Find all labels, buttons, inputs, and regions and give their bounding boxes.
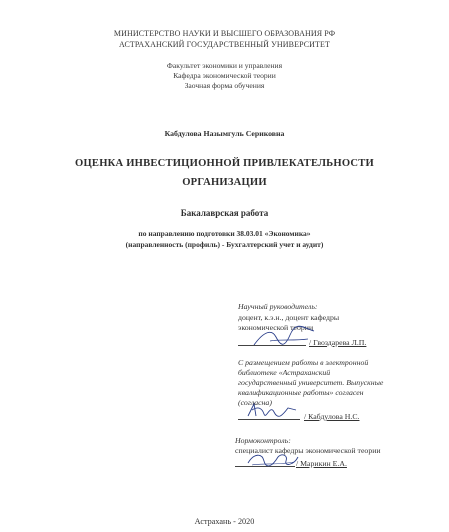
consent-line-3: государственный университет. Выпускные: [238, 378, 384, 387]
direction-line-2: (направленность (профиль) - Бухгалтерский учет и аудит): [125, 240, 324, 249]
department-line: Кафедра экономической теории: [173, 71, 276, 80]
supervisor-position-1: доцент, к.э.н., доцент кафедры: [238, 313, 340, 322]
study-form-line: Заочная форма обучения: [184, 81, 265, 90]
normcontrol-heading: Нормоконтроль:: [235, 436, 291, 445]
supervisor-heading: Научный руководитель:: [238, 302, 318, 311]
supervisor-position-2: экономической теории: [238, 323, 314, 332]
consent-line-5: (согласна): [238, 398, 272, 407]
supervisor-name: / Гвоздарева Л.П.: [309, 338, 367, 347]
author-signature: [244, 398, 304, 422]
normcontrol-name: / Марикин Е.А.: [296, 459, 347, 468]
author-name: Кабдулова Назымгуль Сериковна: [164, 129, 285, 138]
thesis-title-line-2: ОРГАНИЗАЦИИ: [182, 177, 267, 188]
normcontrol-position: специалист кафедры экономической теории: [235, 446, 381, 455]
consent-line-1: С размещением работы в электронной: [238, 358, 369, 367]
consent-name: / Кабдулова Н.С.: [304, 412, 360, 421]
faculty-line: Факультет экономики и управления: [166, 61, 283, 70]
ministry-line: МИНИСТЕРСТВО НАУКИ И ВЫСШЕГО ОБРАЗОВАНИЯ РФ: [113, 29, 336, 38]
work-type: Бакалаврская работа: [180, 208, 269, 218]
normcontrol-signature: [244, 449, 302, 471]
university-line: АСТРАХАНСКИЙ ГОСУДАРСТВЕННЫЙ УНИВЕРСИТЕТ: [118, 40, 331, 49]
thesis-title-line-1: ОЦЕНКА ИНВЕСТИЦИОННОЙ ПРИВЛЕКАТЕЛЬНОСТИ: [75, 158, 374, 169]
city-year: Астрахань - 2020: [194, 517, 255, 526]
direction-line-1: по направлению подготовки 38.03.01 «Экономика»: [138, 229, 311, 238]
consent-line-2: библиотеке «Астраханский: [238, 368, 331, 377]
consent-line-4: квалификационные работы» согласен: [238, 388, 364, 397]
